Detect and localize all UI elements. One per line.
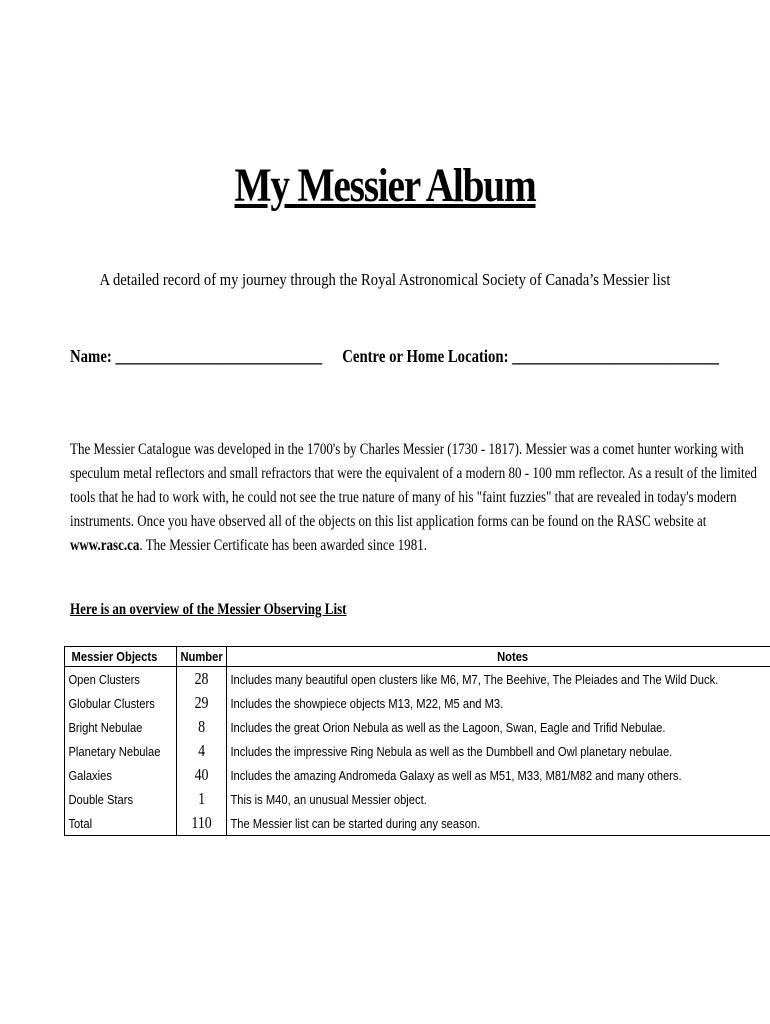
object-cell: Galaxies xyxy=(68,767,112,783)
number-cell: 1 xyxy=(198,789,206,808)
intro-line: tools that he had to work with, he could not see the true nature of many of his "faint fuzzies" that are revealed in today's modern xyxy=(70,489,737,506)
notes-cell: Includes the showpiece objects M13, M22, M5 and M3. xyxy=(230,695,504,711)
table-row xyxy=(65,763,770,787)
number-cell: 29 xyxy=(194,693,209,712)
intro-line-last xyxy=(70,534,692,558)
object-cell: Planetary Nebulae xyxy=(68,743,161,759)
page-subtitle: A detailed record of my journey through the Royal Astronomical Society of Canada’s Messier list xyxy=(99,270,671,289)
overview-heading: Here is an overview of the Messier Observing List xyxy=(70,601,347,618)
object-cell: Open Clusters xyxy=(68,671,140,687)
table-header-row xyxy=(65,647,770,667)
header-number: Number xyxy=(180,649,223,664)
intro-line: speculum metal reflectors and small refractors that were the equivalent of a modern 80 - 100 mm reflector. As a result of the limited xyxy=(70,465,757,482)
page-title: My Messier Album xyxy=(234,159,536,212)
location-field[interactable]: ____________________________ xyxy=(512,346,719,366)
rasc-website-link[interactable]: www.rasc.ca xyxy=(70,537,140,554)
number-cell: 4 xyxy=(198,741,206,760)
intro-paragraph xyxy=(70,438,757,558)
table-row xyxy=(65,739,770,763)
header-messier-objects: Messier Objects xyxy=(71,649,158,664)
notes-cell: The Messier list can be started during any season. xyxy=(230,815,481,831)
number-cell: 28 xyxy=(194,669,209,688)
notes-cell: Includes the great Orion Nebula as well as the Lagoon, Swan, Eagle and Trifid Nebulae. xyxy=(230,719,666,735)
number-cell: 110 xyxy=(191,813,212,832)
name-field[interactable]: ____________________________ xyxy=(115,346,323,366)
name-label: Name: xyxy=(70,346,112,366)
object-cell: Total xyxy=(68,815,93,831)
table-row xyxy=(65,787,770,811)
number-cell: 40 xyxy=(194,765,209,784)
table-row xyxy=(65,715,770,739)
messier-overview-table xyxy=(64,646,770,836)
location-label: Centre or Home Location: xyxy=(342,346,509,366)
table-row xyxy=(65,667,770,692)
notes-cell: Includes many beautiful open clusters like M6, M7, The Beehive, The Pleiades and The Wild Duck. xyxy=(230,671,719,687)
intro-line: instruments. Once you have observed all of the objects on this list application forms can be found on the RASC website at xyxy=(70,513,707,530)
object-cell: Globular Clusters xyxy=(68,695,155,711)
object-cell: Bright Nebulae xyxy=(68,719,143,735)
intro-line: The Messier Catalogue was developed in the 1700's by Charles Messier (1730 - 1817). Messier was a comet hunter working with xyxy=(70,441,744,458)
form-fields xyxy=(70,346,719,367)
object-cell: Double Stars xyxy=(68,791,134,807)
notes-cell: This is M40, an unusual Messier object. xyxy=(230,791,427,807)
table-row xyxy=(65,691,770,715)
table-row-total xyxy=(65,811,770,836)
header-notes: Notes xyxy=(497,649,529,664)
number-cell: 8 xyxy=(198,717,206,736)
intro-line-rest: . The Messier Certificate has been awarded since 1981. xyxy=(139,537,427,554)
notes-cell: Includes the amazing Andromeda Galaxy as well as M51, M33, M81/M82 and many others. xyxy=(230,767,682,783)
notes-cell: Includes the impressive Ring Nebula as well as the Dumbbell and Owl planetary nebulae. xyxy=(230,743,673,759)
